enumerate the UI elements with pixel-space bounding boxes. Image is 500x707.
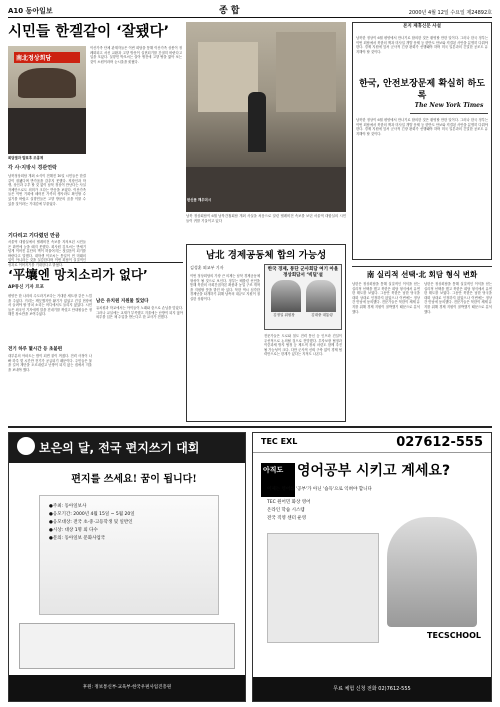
section-title: 종합 xyxy=(219,6,243,16)
column-body-2: 전문가들은 도로와 철도 전력 통신 등 인프라 건설이 우선적으로 논의될 것으로 전망했다. 투자보장 협정과 이중과세 방지 협정 등 제도적 장치 마련도 함께 추진될 가능성이 크다. 다만 군사적 신뢰 구축 없이 경제 협력만으로는 한계가 있다는 지적도 나온다. xyxy=(264,334,342,357)
column-headline: 남北 경제공동체 합의 가능성 xyxy=(205,250,327,261)
portrait-right-name: 김대중 대통령 xyxy=(311,313,333,317)
main-subhead: 기다리고 기다렸던 만큼 xyxy=(8,233,60,239)
contest-line-1: ●주최: 동아일보사 xyxy=(49,504,87,509)
page-header xyxy=(8,4,492,18)
contest-line-4: ●시상: 대상 1명 외 다수 xyxy=(49,528,98,533)
side2-headline: 南 실리적 선택·北 회담 형식 변화 xyxy=(352,266,492,280)
ad-feature-2: 온라인 학습 시스템 xyxy=(267,508,305,513)
ad-phone: 027612-555 xyxy=(396,435,483,450)
ad-subtitle: 이제는 영어를 '공부'가 아닌 '습득'으로 익혀야 합니다 xyxy=(267,487,372,492)
station-photo xyxy=(186,22,346,212)
column-byline: 김성훈 외교부 기자 xyxy=(190,265,224,270)
contest-title: 보은의 달, 전국 편지쓰기 대회 xyxy=(39,441,200,455)
station-photo-label: 한신문 깨우미시 xyxy=(187,198,212,202)
sidebar-headline: 한국, 안전보장문제 확실히 하도록 xyxy=(359,79,485,101)
second-headline: ‘平壤엔 망치소리가 없다’ xyxy=(8,267,148,282)
handshake-shape xyxy=(18,68,76,98)
contest-line-3: ●응모대상: 전국 초·중·고등학생 및 일반인 xyxy=(49,520,133,525)
sidebar-body: 남북한 정상이 6월 평양에서 만나기로 합의한 것은 환영할 만한 일이다. 그러나 한국 정부는 이번 회담에서 북한의 핵과 미사일 개발 문제 등 한반도 안보와 직결된 사안을 분명히 다뤄야 한다. 경제 지원에 앞서 군사적 긴장 완화가 선행돼야 하며 미국 일본과의 긴밀한 공조도 유지해야 할 것이다. xyxy=(356,118,488,136)
main-byline: 각 사·지방시 경관연락 xyxy=(8,165,57,171)
contest-logo-icon xyxy=(17,437,35,455)
person-figure xyxy=(248,92,266,152)
portrait-left xyxy=(271,280,301,312)
contest-subtitle: 편지를 쓰세요! 꿈이 됩니다! xyxy=(71,474,197,485)
nyt-logo: The New York Times xyxy=(410,102,488,114)
portrait-right xyxy=(306,280,336,312)
child-photo xyxy=(387,517,477,627)
ad-info-box xyxy=(267,533,379,643)
english-school-ad[interactable] xyxy=(252,432,492,702)
second-subtitle: AP통신 기자 르포 xyxy=(8,285,44,290)
ad-feature-3: 전국 직영 센터 운영 xyxy=(267,516,307,521)
main-photo-caption: 회담결과 발표후 조흥제 xyxy=(8,156,44,160)
second-body-2: 대부분의 아파트는 밤이 되면 불이 꺼졌다. 전력 사정이 나빠 하루 몇 시간만 전기가 공급되기 때문이다. 주민들은 물을 길어 계단을 오르내렸고 난방이 되지 않는 집에서 겨울을 보내야 했다. xyxy=(8,354,92,372)
column-panel-title: 한국 경제, 통단 군사회담 여기 아울 정상회담서 ‘빅딜’설 xyxy=(267,267,339,278)
main-photo xyxy=(8,46,86,154)
column-body-1: 이번 정상회담의 가장 큰 의제는 남북 경제공동체 형성이 될 것으로 보인다. 정부는 베를린 선언을 통해 북한의 사회간접자본 확충과 농업 구조 개혁을 지원할 뜻을 밝힌 바 있다. 북한 역시 심각한 경제난을 타개하기 위해 남측의 대규모 지원이 절실한 상황이다. xyxy=(190,274,260,301)
sidebar-kicker: 본지 제휴신문 사설 xyxy=(403,24,441,29)
ad-footer: 무료 체험 신청 전화 02)7612-555 xyxy=(253,677,491,701)
side2-body-1: 남한은 정상회담을 통해 실질적인 이익을 얻는 실리적 선택을 했고 북한은 회담 형식에서 유연한 태도를 보였다. 그동안 북한은 남한 당국을 대화 상대로 인정하지 않았으나 이번에는 정상 간 만남에 동의했다. 전문가들은 북한이 체제 유지를 위해 경제 지원이 절박했기 때문으로 분석했다. xyxy=(352,282,420,314)
second-body-1: 평양은 한 나라의 수도라기보다는 거대한 세트장 같은 느낌을 주었다. 거리는 깨끗했지만 활기가 없었고 건설 현장에서 들려야 할 망치 소리는 어디에서도 들리지 않았다. 시민들은 외국인 기자에게 말을 건네기를 꺼렸고 안내원들은 정해진 장소만을 보여주었다. xyxy=(8,294,92,317)
portrait-left-name: 김정일 위원장 xyxy=(273,313,295,317)
sidebar-intro: 남북한 정상이 6월 평양에서 만나기로 합의한 것은 환영할 만한 일이다. 그러나 한국 정부는 이번 회담에서 북한의 핵과 미사일 개발 문제 등 한반도 안보와 직결된 사안을 분명히 다뤄야 한다. 경제 지원에 앞서 군사적 긴장 완화가 선행돼야 하며 미국 일본과의 긴밀한 공조도 유지해야 할 것이다. xyxy=(356,36,488,54)
column-panel xyxy=(264,264,342,330)
letter-contest-ad[interactable] xyxy=(8,432,246,702)
main-body-3: 이산가족 단체 관계자들은 이번 회담을 통해 이산가족 상봉이 정례화되고 서신 교환과 고향 방문이 실현되기를 간절히 바란다고 입을 모았다. 실향민 박모씨는 살아 생전에 고향 땅을 밟아 보는 것이 소원이라며 눈시울을 붉혔다. xyxy=(90,46,182,64)
main-body-1: 남북정상회담 개최 소식이 전해진 10일 시민들은 한결같이 잘됐다며 반가움을 감추지 못했다. 직장인과 학생, 상인과 주부 할 것 없이 남북 정상이 만난다는 사실 자체만으로도 의미가 크다는 반응을 보였다. 이산가족들은 이번 기회에 헤어진 가족의 생사라도 확인할 수 있기를 바랐고 실향민들은 고향 방문의 꿈을 이룰 수 있을 것이라는 기대감에 부풀었다. xyxy=(8,174,86,206)
second-sub-1: 전기 하루 몇시간 등 초불편 xyxy=(8,347,63,352)
ad-title: 영어공부 시키고 계세요? xyxy=(297,463,451,479)
ad-badge: TECSCHOOL xyxy=(427,631,481,640)
page-number: A10 동아일보 xyxy=(8,7,53,15)
side2-body-2: 남한은 정상회담을 통해 실질적인 이익을 얻는 실리적 선택을 했고 북한은 회담 형식에서 유연한 태도를 보였다. 그동안 북한은 남한 당국을 대화 상대로 인정하지 않았으나 이번에는 정상 간 만남에 동의했다. 전문가들은 북한이 체제 유지를 위해 경제 지원이 절박했기 때문으로 분석했다. xyxy=(424,282,492,314)
photo-label: 南北정상회담 xyxy=(14,52,80,63)
second-sub-2: 남은 유치원 지원물 있었다 xyxy=(96,299,149,304)
ad-top-logo: TEC EXL xyxy=(261,437,298,446)
contest-line-5: ●문의: 동아일보 문화사업국 xyxy=(49,536,106,541)
ad-small-label: 아직도 xyxy=(261,463,295,497)
main-body-2: 서울역 대합실에서 텔레비전 속보를 지켜보던 시민들은 화면에 눈을 떼지 못했다. 회사원 김모씨는 반세기 넘게 이어진 분단의 벽이 허물어지는 첫걸음이 되기를 바란다고 말했다. 대학생 이모씨는 통일이 먼 미래의 일이 아니라는 것을 실감한다며 이번 회담이 실질적인 성과로 이어지기를 기대한다고 밝혔다. xyxy=(8,240,86,267)
station-photo-caption: 남북 정상회담이 6월 남북간첩회담 개최 사실을 처음으로 알린 텔레비전 속보를 보던 서울역 대합실의 시민들이 귀를 기울이고 있다 xyxy=(186,214,346,223)
second-body-3: 유치원과 학교에서는 아이들이 노래와 춤으로 손님을 맞았다. 그러나 교실에는 교재가 부족했고 겨울에는 난방이 되지 않아 외투를 입은 채 수업을 받는다고 한 교사가 전했다. xyxy=(96,306,183,320)
main-headline: 시민들 한겔같이 ‘잘됐다’ xyxy=(8,24,170,40)
contest-footer: 후원: 정보통신부·교육부·한국우편사업진흥원 xyxy=(9,675,245,701)
contest-line-2: ●응모기간: 2000년 4월 15일 ~ 5월 20일 xyxy=(49,512,135,517)
issue-date: 2000년 4월 12일 수요일 제24892호 xyxy=(408,10,492,16)
ad-feature-1: TEC 원어민 화상 영어 xyxy=(267,500,311,505)
